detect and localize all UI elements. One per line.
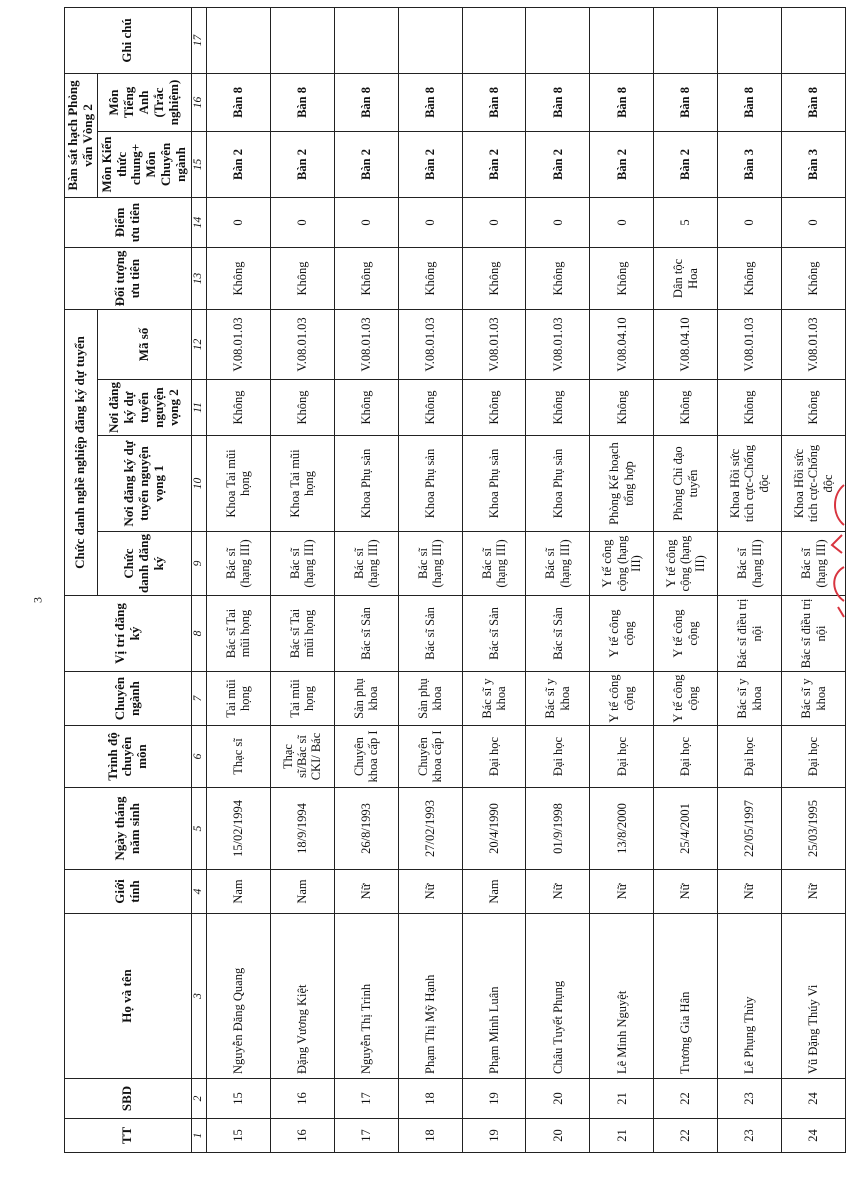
row-position: Bác sĩ Sản bbox=[398, 596, 462, 672]
col-number: 7 bbox=[191, 672, 206, 726]
row-priority-points: 0 bbox=[206, 197, 270, 247]
row-board-subject2: Bàn 8 bbox=[526, 73, 590, 131]
table-body bbox=[206, 7, 845, 1152]
row-note bbox=[782, 7, 846, 73]
row-board-subject1: Bàn 2 bbox=[462, 131, 526, 197]
row-tt: 21 bbox=[590, 1119, 654, 1153]
col-number: 15 bbox=[191, 131, 206, 197]
row-level: Đại học bbox=[782, 726, 846, 788]
row-name: Vũ Đặng Thúy Vi bbox=[782, 914, 846, 1079]
row-major: Tai mũi họng bbox=[270, 672, 334, 726]
row-dob: 22/05/1997 bbox=[718, 788, 782, 870]
row-priority-object: Không bbox=[334, 247, 398, 309]
row-sbd: 21 bbox=[590, 1079, 654, 1119]
table-row bbox=[718, 7, 782, 1152]
row-title: Y tế công cộng (hạng III) bbox=[654, 532, 718, 596]
row-priority-object: Dân tộc Hoa bbox=[654, 247, 718, 309]
row-board-subject1: Bàn 2 bbox=[526, 131, 590, 197]
row-sbd: 23 bbox=[718, 1079, 782, 1119]
row-place1: Khoa Tai mũi họng bbox=[206, 436, 270, 532]
row-place2: Không bbox=[334, 380, 398, 436]
row-board-subject2: Bàn 8 bbox=[718, 73, 782, 131]
row-position: Bác sĩ Sản bbox=[334, 596, 398, 672]
row-major: Bác sĩ y khoa bbox=[782, 672, 846, 726]
row-title: Bác sĩ (hạng III) bbox=[270, 532, 334, 596]
row-position: Bác sĩ Tai mũi họng bbox=[206, 596, 270, 672]
col-number: 1 bbox=[191, 1119, 206, 1153]
row-board-subject1: Bàn 3 bbox=[782, 131, 846, 197]
row-name: Lê Phụng Thùy bbox=[718, 914, 782, 1079]
table-row bbox=[398, 7, 462, 1152]
row-major: Bác sĩ y khoa bbox=[718, 672, 782, 726]
row-sbd: 24 bbox=[782, 1079, 846, 1119]
row-board-subject1: Bàn 2 bbox=[334, 131, 398, 197]
row-gender: Nữ bbox=[334, 870, 398, 914]
header-title: Chức danh đăng ký bbox=[97, 532, 191, 596]
row-dob: 15/02/1994 bbox=[206, 788, 270, 870]
header-place2: Nơi đăng ký dự tuyển nguyện vọng 2 bbox=[97, 380, 191, 436]
row-dob: 20/4/1990 bbox=[462, 788, 526, 870]
row-title: Bác sĩ (hạng III) bbox=[462, 532, 526, 596]
col-number: 6 bbox=[191, 726, 206, 788]
row-priority-points: 5 bbox=[654, 197, 718, 247]
row-title: Bác sĩ (hạng III) bbox=[398, 532, 462, 596]
row-priority-object: Không bbox=[590, 247, 654, 309]
row-place2: Không bbox=[398, 380, 462, 436]
row-priority-points: 0 bbox=[334, 197, 398, 247]
row-board-subject2: Bàn 8 bbox=[206, 73, 270, 131]
row-gender: Nữ bbox=[718, 870, 782, 914]
row-board-subject1: Bàn 2 bbox=[654, 131, 718, 197]
col-number: 16 bbox=[191, 73, 206, 131]
row-place1: Khoa Phụ sản bbox=[398, 436, 462, 532]
row-board-subject1: Bàn 2 bbox=[206, 131, 270, 197]
row-board-subject2: Bàn 8 bbox=[654, 73, 718, 131]
row-note bbox=[270, 7, 334, 73]
col-number: 12 bbox=[191, 309, 206, 379]
table-row bbox=[590, 7, 654, 1152]
row-sbd: 22 bbox=[654, 1079, 718, 1119]
col-number: 9 bbox=[191, 532, 206, 596]
header-group-title: Chức danh nghề nghiệp đăng ký dự tuyển bbox=[65, 309, 98, 595]
row-position: Bác sĩ Sản bbox=[526, 596, 590, 672]
row-priority-points: 0 bbox=[526, 197, 590, 247]
row-code: V.08.04.10 bbox=[654, 309, 718, 379]
header-major: Chuyên ngành bbox=[65, 672, 192, 726]
header-gender: Giới tính bbox=[65, 870, 192, 914]
col-number: 3 bbox=[191, 914, 206, 1079]
header-code: Mã số bbox=[97, 309, 191, 379]
row-note bbox=[334, 7, 398, 73]
row-level: Thạc sĩ/Bác sĩ CKI/ Bác bbox=[270, 726, 334, 788]
row-name: Nguyễn Thị Trinh bbox=[334, 914, 398, 1079]
row-board-subject2: Bàn 8 bbox=[398, 73, 462, 131]
row-gender: Nữ bbox=[590, 870, 654, 914]
col-number: 14 bbox=[191, 197, 206, 247]
row-position: Y tế công cộng bbox=[654, 596, 718, 672]
row-note bbox=[526, 7, 590, 73]
header-dob: Ngày tháng năm sinh bbox=[65, 788, 192, 870]
row-place2: Không bbox=[590, 380, 654, 436]
row-board-subject1: Bàn 2 bbox=[398, 131, 462, 197]
row-priority-points: 0 bbox=[398, 197, 462, 247]
header-round2-title: Bàn sát hạch Phỏng vấn Vòng 2 bbox=[65, 73, 98, 197]
header-name: Họ và tên bbox=[65, 914, 192, 1079]
red-stamp-mark bbox=[824, 475, 848, 625]
row-sbd: 16 bbox=[270, 1079, 334, 1119]
col-number: 11 bbox=[191, 380, 206, 436]
row-note bbox=[654, 7, 718, 73]
row-major: Sản phụ khoa bbox=[334, 672, 398, 726]
table-row bbox=[654, 7, 718, 1152]
row-place2: Không bbox=[462, 380, 526, 436]
row-level: Đại học bbox=[718, 726, 782, 788]
row-priority-points: 0 bbox=[782, 197, 846, 247]
row-sbd: 19 bbox=[462, 1079, 526, 1119]
table-row bbox=[334, 7, 398, 1152]
row-code: V.08.01.03 bbox=[398, 309, 462, 379]
table-row bbox=[206, 7, 270, 1152]
row-gender: Nữ bbox=[782, 870, 846, 914]
rotated-table-container bbox=[64, 18, 846, 1153]
row-sbd: 15 bbox=[206, 1079, 270, 1119]
col-number: 10 bbox=[191, 436, 206, 532]
row-place2: Không bbox=[718, 380, 782, 436]
row-position: Bác sĩ Tai mũi họng bbox=[270, 596, 334, 672]
col-number: 17 bbox=[191, 7, 206, 73]
row-priority-object: Không bbox=[462, 247, 526, 309]
row-title: Bác sĩ (hạng III) bbox=[206, 532, 270, 596]
row-tt: 17 bbox=[334, 1119, 398, 1153]
row-dob: 25/4/2001 bbox=[654, 788, 718, 870]
row-level: Chuyên khoa cấp I bbox=[398, 726, 462, 788]
row-place2: Không bbox=[782, 380, 846, 436]
row-place2: Không bbox=[526, 380, 590, 436]
row-title: Bác sĩ (hạng III) bbox=[782, 532, 846, 596]
row-board-subject2: Bàn 8 bbox=[334, 73, 398, 131]
header-level: Trình độ chuyên môn bbox=[65, 726, 192, 788]
row-tt: 18 bbox=[398, 1119, 462, 1153]
header-place1: Nơi đăng ký dự tuyển nguyện vọng 1 bbox=[97, 436, 191, 532]
row-tt: 20 bbox=[526, 1119, 590, 1153]
row-note bbox=[206, 7, 270, 73]
row-position: Bác sĩ Sản bbox=[462, 596, 526, 672]
table-row bbox=[526, 7, 590, 1152]
row-priority-points: 0 bbox=[590, 197, 654, 247]
row-board-subject2: Bàn 8 bbox=[462, 73, 526, 131]
col-number: 5 bbox=[191, 788, 206, 870]
row-place1: Khoa Phụ sản bbox=[526, 436, 590, 532]
row-code: V.08.01.03 bbox=[334, 309, 398, 379]
row-major: Bác sĩ y khoa bbox=[526, 672, 590, 726]
col-number: 13 bbox=[191, 247, 206, 309]
header-sbd: SBD bbox=[65, 1079, 192, 1119]
row-tt: 24 bbox=[782, 1119, 846, 1153]
row-title: Y tế công cộng (hạng III) bbox=[590, 532, 654, 596]
row-priority-object: Không bbox=[782, 247, 846, 309]
row-dob: 25/03/1995 bbox=[782, 788, 846, 870]
row-dob: 26/8/1993 bbox=[334, 788, 398, 870]
header-subject1: Môn Kiến thức chung+ Môn Chuyên ngành bbox=[97, 131, 191, 197]
row-code: V.08.01.03 bbox=[462, 309, 526, 379]
row-board-subject2: Bàn 8 bbox=[270, 73, 334, 131]
row-gender: Nam bbox=[270, 870, 334, 914]
row-priority-points: 0 bbox=[270, 197, 334, 247]
row-note bbox=[462, 7, 526, 73]
row-name: Trương Gia Hân bbox=[654, 914, 718, 1079]
row-place1: Khoa Tai mũi họng bbox=[270, 436, 334, 532]
row-name: Phạm Thị Mỹ Hạnh bbox=[398, 914, 462, 1079]
row-note bbox=[398, 7, 462, 73]
row-position: Bác sĩ điều trị nội bbox=[782, 596, 846, 672]
header-subject2: Môn Tiếng Anh (Trắc nghiệm) bbox=[97, 73, 191, 131]
row-gender: Nam bbox=[462, 870, 526, 914]
col-number: 4 bbox=[191, 870, 206, 914]
row-name: Phạm Minh Luân bbox=[462, 914, 526, 1079]
row-place2: Không bbox=[270, 380, 334, 436]
row-name: Lê Minh Nguyệt bbox=[590, 914, 654, 1079]
row-place2: Không bbox=[206, 380, 270, 436]
row-place2: Không bbox=[654, 380, 718, 436]
row-level: Thạc sĩ bbox=[206, 726, 270, 788]
row-code: V.08.01.03 bbox=[270, 309, 334, 379]
row-place1: Khoa Hồi sức tích cực-Chống độc bbox=[718, 436, 782, 532]
row-tt: 15 bbox=[206, 1119, 270, 1153]
row-board-subject1: Bàn 3 bbox=[718, 131, 782, 197]
table-row bbox=[462, 7, 526, 1152]
row-place1: Khoa Phụ sản bbox=[334, 436, 398, 532]
row-gender: Nữ bbox=[398, 870, 462, 914]
row-dob: 27/02/1993 bbox=[398, 788, 462, 870]
row-priority-points: 0 bbox=[718, 197, 782, 247]
row-priority-object: Không bbox=[206, 247, 270, 309]
row-tt: 19 bbox=[462, 1119, 526, 1153]
row-board-subject2: Bàn 8 bbox=[590, 73, 654, 131]
row-code: V.08.04.10 bbox=[590, 309, 654, 379]
column-number-row bbox=[191, 7, 206, 1152]
row-tt: 23 bbox=[718, 1119, 782, 1153]
row-priority-object: Không bbox=[270, 247, 334, 309]
row-major: Y tế công cộng bbox=[590, 672, 654, 726]
row-position: Bác sĩ điều trị nội bbox=[718, 596, 782, 672]
row-code: V.08.01.03 bbox=[206, 309, 270, 379]
page-number: 3 bbox=[30, 597, 45, 603]
row-gender: Nữ bbox=[526, 870, 590, 914]
row-level: Đại học bbox=[590, 726, 654, 788]
row-dob: 18/9/1994 bbox=[270, 788, 334, 870]
row-board-subject1: Bàn 2 bbox=[270, 131, 334, 197]
row-place1: Phòng Chỉ đạo tuyến bbox=[654, 436, 718, 532]
row-name: Châu Tuyết Phụng bbox=[526, 914, 590, 1079]
row-sbd: 17 bbox=[334, 1079, 398, 1119]
row-major: Sản phụ khoa bbox=[398, 672, 462, 726]
row-level: Đại học bbox=[654, 726, 718, 788]
row-position: Y tế công cộng bbox=[590, 596, 654, 672]
row-priority-points: 0 bbox=[462, 197, 526, 247]
row-code: V.08.01.03 bbox=[782, 309, 846, 379]
row-major: Y tế công cộng bbox=[654, 672, 718, 726]
row-code: V.08.01.03 bbox=[526, 309, 590, 379]
row-major: Bác sĩ y khoa bbox=[462, 672, 526, 726]
row-gender: Nữ bbox=[654, 870, 718, 914]
row-sbd: 20 bbox=[526, 1079, 590, 1119]
row-level: Chuyên khoa cấp I bbox=[334, 726, 398, 788]
row-level: Đại học bbox=[526, 726, 590, 788]
row-title: Bác sĩ (hạng III) bbox=[526, 532, 590, 596]
row-priority-object: Không bbox=[526, 247, 590, 309]
row-note bbox=[590, 7, 654, 73]
col-number: 8 bbox=[191, 596, 206, 672]
header-priority-points: Điểm ưu tiên bbox=[65, 197, 192, 247]
row-sbd: 18 bbox=[398, 1079, 462, 1119]
table-row bbox=[270, 7, 334, 1152]
row-board-subject1: Bàn 2 bbox=[590, 131, 654, 197]
header-priority-object: Đối tượng ưu tiên bbox=[65, 247, 192, 309]
row-place1: Khoa Hồi sức tích cực-Chống độc bbox=[782, 436, 846, 532]
row-name: Đặng Vương Kiệt bbox=[270, 914, 334, 1079]
row-place1: Phòng Kế hoạch tổng hợp bbox=[590, 436, 654, 532]
header-position: Vị trí đăng ký bbox=[65, 596, 192, 672]
row-gender: Nam bbox=[206, 870, 270, 914]
header-tt: TT bbox=[65, 1119, 192, 1153]
row-note bbox=[718, 7, 782, 73]
row-dob: 01/9/1998 bbox=[526, 788, 590, 870]
col-number: 2 bbox=[191, 1079, 206, 1119]
row-dob: 13/8/2000 bbox=[590, 788, 654, 870]
row-priority-object: Không bbox=[398, 247, 462, 309]
candidate-table bbox=[64, 7, 846, 1153]
row-board-subject2: Bàn 8 bbox=[782, 73, 846, 131]
row-tt: 22 bbox=[654, 1119, 718, 1153]
header-note: Ghi chú bbox=[65, 7, 192, 73]
row-place1: Khoa Phụ sản bbox=[462, 436, 526, 532]
row-title: Bác sĩ (hạng III) bbox=[334, 532, 398, 596]
row-tt: 16 bbox=[270, 1119, 334, 1153]
row-major: Tai mũi họng bbox=[206, 672, 270, 726]
row-title: Bác sĩ (hạng III) bbox=[718, 532, 782, 596]
row-level: Đại học bbox=[462, 726, 526, 788]
row-priority-object: Không bbox=[718, 247, 782, 309]
row-name: Nguyễn Đăng Quang bbox=[206, 914, 270, 1079]
row-code: V.08.01.03 bbox=[718, 309, 782, 379]
